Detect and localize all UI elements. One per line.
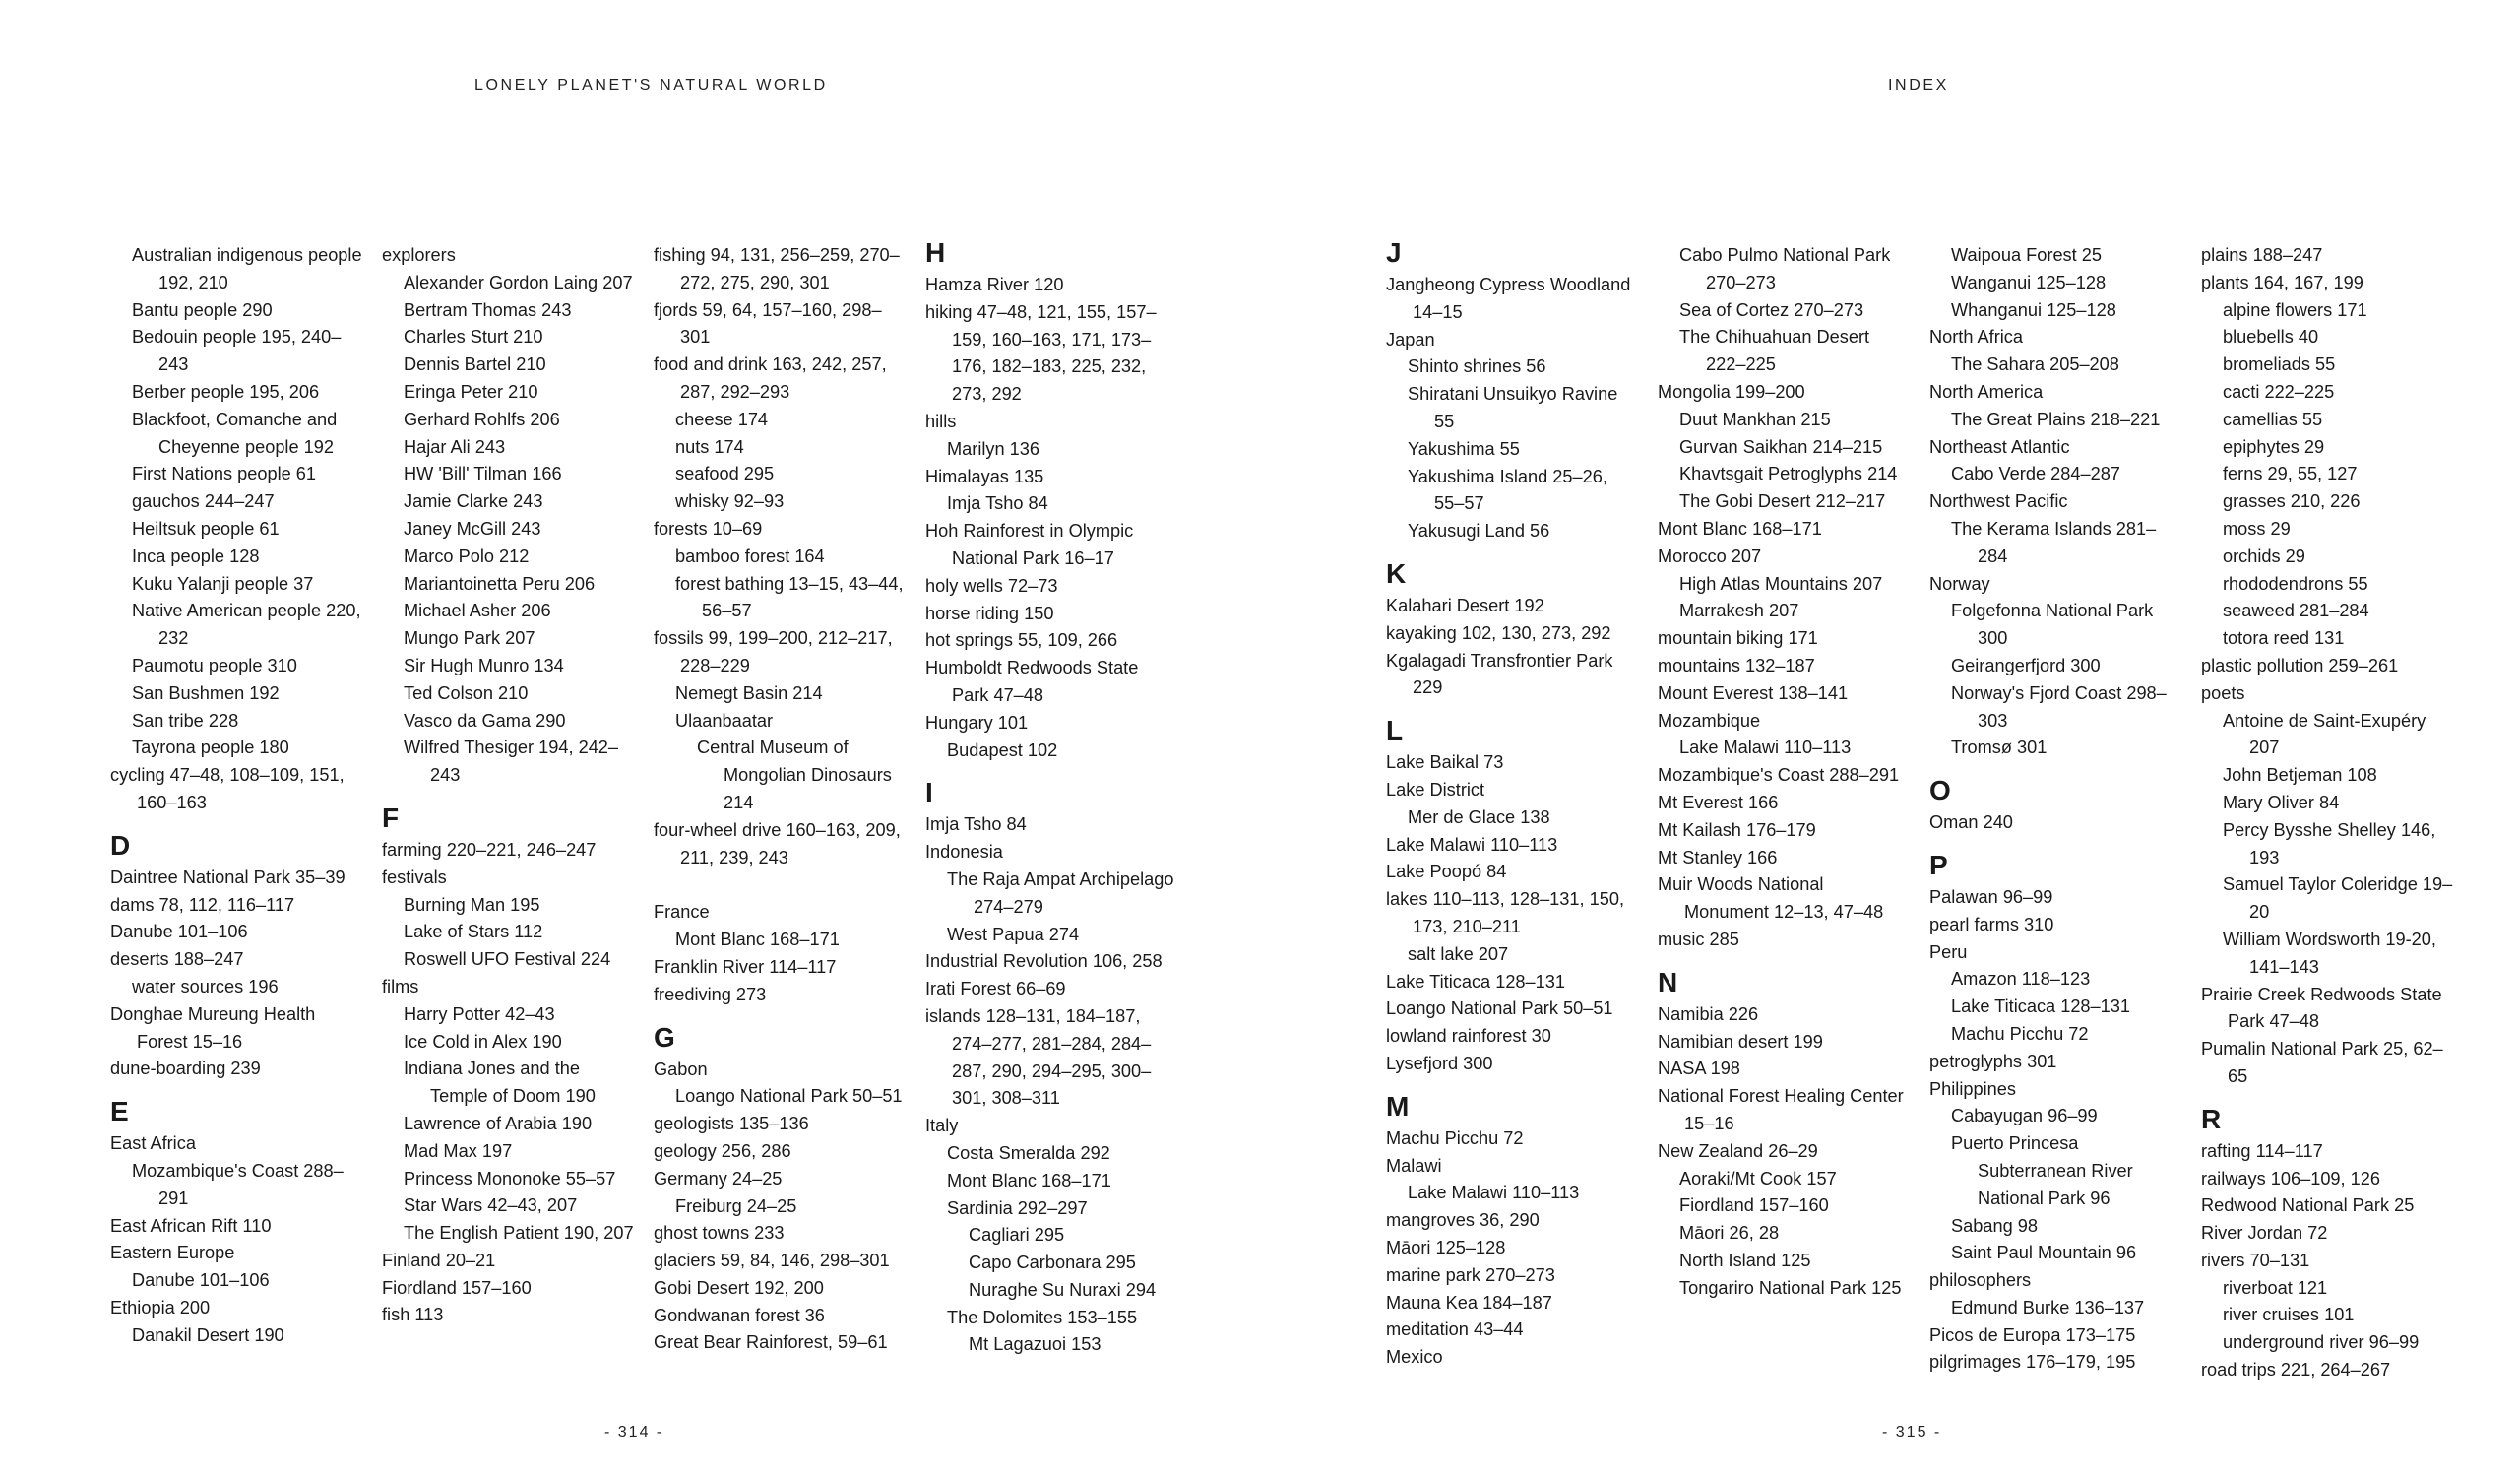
index-entry: Northwest Pacific (1929, 491, 2068, 512)
index-entry: Tayrona people 180 (132, 738, 289, 758)
index-entry: lowland rainforest 30 (1386, 1026, 1551, 1047)
running-head-left: LONELY PLANET'S NATURAL WORLD (474, 77, 828, 94)
index-entry: rivers 70–131 (2201, 1250, 2310, 1270)
index-entry: salt lake 207 (1408, 943, 1509, 964)
index-entry: Mozambique (1658, 710, 1761, 731)
index-entry: Nemegt Basin 214 (675, 682, 823, 703)
index-entry: Great Bear Rainforest, 59–61 (654, 1332, 888, 1353)
index-entry: ghost towns 233 (654, 1223, 785, 1244)
section-letter: N (1658, 966, 1678, 997)
index-entry: Lake of Stars 112 (404, 922, 543, 942)
index-entry: Cagliari 295 (969, 1225, 1065, 1246)
index-entry: Alexander Gordon Laing 207 (404, 272, 633, 292)
index-entry: gauchos 244–247 (132, 491, 275, 512)
index-entry: dams 78, 112, 116–117 (110, 894, 295, 915)
index-entry: four-wheel drive 160–163, 209, 211, 239, 243 (654, 819, 901, 868)
index-entry: geology 256, 286 (654, 1140, 791, 1161)
index-entry: Germany 24–25 (654, 1168, 783, 1189)
index-entry: Michael Asher 206 (404, 601, 551, 621)
index-entry: Tromsø 301 (1951, 738, 2048, 758)
index-entry: Geirangerfjord 300 (1951, 655, 2101, 675)
index-entry: underground river 96–99 (2223, 1332, 2420, 1353)
index-entry: Heiltsuk people 61 (132, 518, 280, 539)
index-entry: holy wells 72–73 (925, 575, 1058, 596)
index-column-8 (2201, 242, 2455, 1384)
index-entry: Mt Lagazuoi 153 (969, 1334, 1102, 1355)
index-entry: Namibia 226 (1658, 1003, 1759, 1024)
index-entry: nuts 174 (675, 436, 744, 457)
index-entry: Redwood National Park 25 (2201, 1195, 2415, 1216)
index-entry: Waipoua Forest 25 (1951, 245, 2102, 265)
index-entry: films (382, 976, 419, 997)
index-entry: riverboat 121 (2223, 1277, 2328, 1298)
index-entry: Eastern Europe (110, 1243, 235, 1263)
index-entry: plants 164, 167, 199 (2201, 272, 2363, 292)
index-entry: Gurvan Saikhan 214–215 (1679, 436, 1883, 457)
index-entry: Budapest 102 (947, 740, 1058, 760)
index-entry: mountain biking 171 (1658, 628, 1818, 649)
index-entry: The Dolomites 153–155 (947, 1307, 1138, 1327)
index-entry: Eringa Peter 210 (404, 381, 538, 402)
index-entry: Danakil Desert 190 (132, 1324, 284, 1345)
index-entry: Cabo Verde 284–287 (1951, 464, 2120, 484)
index-entry: Himalayas 135 (925, 466, 1044, 486)
index-entry: The English Patient 190, 207 (404, 1223, 634, 1244)
index-entry: Samuel Taylor Coleridge 19–20 (2223, 874, 2453, 923)
index-entry: Mount Everest 138–141 (1658, 682, 1849, 703)
index-entry: San Bushmen 192 (132, 682, 280, 703)
index-entry: Māori 26, 28 (1679, 1223, 1780, 1244)
index-entry: William Wordsworth 19-20, 141–143 (2223, 929, 2436, 977)
index-entry: Daintree National Park 35–39 (110, 867, 346, 887)
index-entry: Ulaanbaatar (675, 710, 774, 731)
index-entry: Wilfred Thesiger 194, 242–243 (404, 738, 619, 786)
index-entry: Sir Hugh Munro 134 (404, 655, 564, 675)
index-entry: seaweed 281–284 (2223, 601, 2369, 621)
index-entry: Percy Bysshe Shelley 146, 193 (2223, 819, 2436, 868)
index-entry: Kuku Yalanji people 37 (132, 573, 314, 594)
index-entry: North Island 125 (1679, 1250, 1811, 1270)
index-entry: Mad Max 197 (404, 1140, 513, 1161)
index-entry: Danube 101–106 (110, 922, 248, 942)
index-entry: Muir Woods National Monument 12–13, 47–48 (1658, 874, 1884, 923)
index-entry: John Betjeman 108 (2223, 765, 2377, 786)
index-entry: road trips 221, 264–267 (2201, 1360, 2391, 1381)
index-entry: Picos de Europa 173–175 (1929, 1324, 2136, 1345)
index-entry: Antoine de Saint-Exupéry 207 (2223, 710, 2426, 758)
section-letter: I (925, 777, 933, 808)
index-entry: Paumotu people 310 (132, 655, 297, 675)
index-column-6 (1658, 242, 1912, 1302)
index-entry: Cabo Pulmo National Park 270–273 (1679, 245, 1891, 292)
index-entry: Morocco 207 (1658, 546, 1762, 566)
index-entry: seafood 295 (675, 464, 775, 484)
index-entry: Marco Polo 212 (404, 546, 530, 566)
section-letter: R (2201, 1103, 2222, 1134)
index-entry: Mt Stanley 166 (1658, 847, 1778, 868)
index-entry: bamboo forest 164 (675, 546, 825, 566)
index-entry: Hoh Rainforest in Olympic National Park 16–17 (925, 521, 1134, 568)
index-entry: Shinto shrines 56 (1408, 356, 1546, 377)
index-entry: North Africa (1929, 327, 2024, 348)
index-entry: Janey McGill 243 (404, 518, 541, 539)
index-entry: Lake Malawi 110–113 (1679, 738, 1852, 758)
index-entry: totora reed 131 (2223, 628, 2345, 649)
index-entry: Amazon 118–123 (1951, 969, 2091, 990)
index-entry: dune-boarding 239 (110, 1059, 261, 1079)
index-entry: rafting 114–117 (2201, 1140, 2323, 1161)
section-letter: O (1929, 775, 1951, 806)
index-entry: Kalahari Desert 192 (1386, 595, 1544, 615)
index-entry: philosophers (1929, 1270, 2032, 1291)
index-entry: forests 10–69 (654, 518, 763, 539)
index-entry: Lawrence of Arabia 190 (404, 1113, 593, 1133)
index-entry: Indonesia (925, 842, 1003, 863)
index-column-5 (1386, 237, 1640, 1372)
index-entry: epiphytes 29 (2223, 436, 2325, 457)
index-entry: High Atlas Mountains 207 (1679, 573, 1883, 594)
index-entry: Lake District (1386, 779, 1485, 800)
index-entry: cacti 222–225 (2223, 381, 2335, 402)
index-entry: fish 113 (382, 1305, 444, 1325)
index-entry: alpine flowers 171 (2223, 299, 2367, 320)
index-entry: Freiburg 24–25 (675, 1195, 797, 1216)
index-entry: Mary Oliver 84 (2223, 792, 2340, 812)
index-entry: Sardinia 292–297 (947, 1197, 1088, 1218)
index-entry: France (654, 902, 710, 923)
index-entry: Japan (1386, 329, 1435, 350)
index-entry: mangroves 36, 290 (1386, 1210, 1540, 1231)
index-entry: Lake Malawi 110–113 (1408, 1183, 1580, 1203)
index-entry: petroglyphs 301 (1929, 1051, 2057, 1071)
index-entry: Whanganui 125–128 (1951, 299, 2116, 320)
index-entry: orchids 29 (2223, 546, 2305, 566)
index-entry: islands 128–131, 184–187, 274–277, 281–284, 284–287, 290, 294–295, 300–301, 308–311 (925, 1005, 1152, 1109)
index-column-1 (110, 242, 364, 1349)
index-entry: horse riding 150 (925, 603, 1054, 623)
index-entry: Blackfoot, Comanche and Cheyenne people 192 (132, 409, 338, 457)
index-entry: Charles Sturt 210 (404, 327, 543, 348)
index-entry: Mt Everest 166 (1658, 792, 1779, 812)
index-column-7 (1929, 242, 2183, 1377)
index-entry: marine park 270–273 (1386, 1264, 1555, 1285)
index-entry: First Nations people 61 (132, 464, 317, 484)
index-entry: river cruises 101 (2223, 1305, 2355, 1325)
index-entry: railways 106–109, 126 (2201, 1168, 2380, 1189)
index-entry: Yakushima 55 (1408, 438, 1520, 459)
index-entry: Aoraki/Mt Cook 157 (1679, 1168, 1837, 1189)
index-entry: Puerto Princesa Subterranean River National Park 96 (1951, 1133, 2133, 1208)
index-entry: Marrakesh 207 (1679, 601, 1799, 621)
index-entry: Industrial Revolution 106, 258 (925, 951, 1163, 972)
index-entry: Mongolia 199–200 (1658, 381, 1805, 402)
index-entry: fishing 94, 131, 256–259, 270–272, 275, 290, 301 (654, 245, 900, 292)
index-entry: deserts 188–247 (110, 949, 244, 970)
section-letter: M (1386, 1090, 1410, 1122)
index-entry: Bedouin people 195, 240–243 (132, 327, 342, 375)
index-entry: Gondwanan forest 36 (654, 1305, 825, 1325)
index-entry: Mont Blanc 168–171 (675, 930, 840, 950)
index-entry: National Forest Healing Center 15–16 (1658, 1086, 1904, 1133)
index-entry: Mozambique's Coast 288–291 (132, 1160, 344, 1208)
index-entry: Lake Titicaca 128–131 (1386, 971, 1566, 992)
index-entry: kayaking 102, 130, 273, 292 (1386, 622, 1611, 643)
index-entry: Jangheong Cypress Woodland 14–15 (1386, 275, 1631, 322)
index-entry: Capo Carbonara 295 (969, 1253, 1136, 1273)
index-entry: Yakushima Island 25–26, 55–57 (1408, 466, 1607, 514)
index-column-4 (925, 237, 1179, 1359)
index-entry: Hajar Ali 243 (404, 436, 506, 457)
index-entry: East African Rift 110 (110, 1215, 272, 1236)
index-entry: farming 220–221, 246–247 (382, 839, 597, 860)
section-letter: J (1386, 237, 1402, 268)
index-entry: Vasco da Gama 290 (404, 710, 566, 731)
index-entry: New Zealand 26–29 (1658, 1140, 1818, 1161)
index-entry: West Papua 274 (947, 924, 1080, 944)
index-entry: Fiordland 157–160 (382, 1277, 532, 1298)
index-entry: poets (2201, 682, 2245, 703)
index-entry: Sabang 98 (1951, 1215, 2038, 1236)
index-entry: Mt Kailash 176–179 (1658, 819, 1816, 840)
index-entry: hills (925, 411, 957, 431)
index-entry: Mungo Park 207 (404, 628, 536, 649)
index-entry: Fiordland 157–160 (1679, 1195, 1829, 1216)
section-letter: D (110, 829, 131, 861)
index-entry: Shiratani Unsuikyo Ravine 55 (1408, 384, 1618, 431)
index-entry: The Gobi Desert 212–217 (1679, 491, 1886, 512)
index-entry: Norway's Fjord Coast 298–303 (1951, 682, 2167, 731)
index-entry: Malawi (1386, 1155, 1442, 1176)
index-entry: The Great Plains 218–221 (1951, 409, 2161, 429)
index-entry: Saint Paul Mountain 96 (1951, 1243, 2137, 1263)
spacer (654, 871, 908, 899)
index-entry: whisky 92–93 (675, 491, 785, 512)
index-entry: NASA 198 (1658, 1059, 1740, 1079)
section-letter: F (382, 802, 400, 833)
index-entry: Jamie Clarke 243 (404, 491, 543, 512)
index-entry: Mexico (1386, 1347, 1443, 1368)
index-entry: Finland 20–21 (382, 1250, 496, 1270)
index-entry: Gobi Desert 192, 200 (654, 1277, 824, 1298)
index-entry: Donghae Mureung Health Forest 15–16 (110, 1003, 316, 1052)
index-entry: Peru (1929, 941, 1968, 962)
index-entry: Lake Baikal 73 (1386, 752, 1504, 773)
index-entry: Dennis Bartel 210 (404, 354, 546, 375)
index-entry: pearl farms 310 (1929, 914, 2054, 934)
index-entry: Bertram Thomas 243 (404, 299, 572, 320)
index-entry: Mozambique's Coast 288–291 (1658, 765, 1900, 786)
index-entry: Native American people 220, 232 (132, 601, 361, 649)
index-entry: Italy (925, 1116, 959, 1136)
index-entry: Roswell UFO Festival 224 (404, 949, 611, 970)
index-entry: Inca people 128 (132, 546, 260, 566)
index-entry: Mariantoinetta Peru 206 (404, 573, 596, 594)
index-entry: Star Wars 42–43, 207 (404, 1195, 578, 1216)
index-entry: moss 29 (2223, 518, 2291, 539)
index-entry: water sources 196 (132, 976, 279, 997)
index-entry: rhododendrons 55 (2223, 573, 2368, 594)
index-entry: Lake Malawi 110–113 (1386, 834, 1558, 855)
index-entry: Imja Tsho 84 (925, 814, 1027, 835)
index-entry: Costa Smeralda 292 (947, 1142, 1110, 1163)
index-entry: Irati Forest 66–69 (925, 979, 1066, 999)
index-column-2 (382, 242, 636, 1329)
index-entry: cycling 47–48, 108–109, 151, 160–163 (110, 765, 345, 812)
section-letter: K (1386, 557, 1407, 589)
index-entry: The Chihuahuan Desert 222–225 (1679, 327, 1870, 375)
index-entry: ferns 29, 55, 127 (2223, 464, 2358, 484)
index-entry: Mauna Kea 184–187 (1386, 1292, 1552, 1313)
index-entry: Lake Poopó 84 (1386, 862, 1507, 882)
index-entry: bromeliads 55 (2223, 354, 2336, 375)
index-entry: Namibian desert 199 (1658, 1031, 1823, 1052)
section-letter: L (1386, 715, 1404, 746)
index-entry: Danube 101–106 (132, 1270, 270, 1291)
index-entry: Pumalin National Park 25, 62–65 (2201, 1039, 2443, 1086)
index-entry: Berber people 195, 206 (132, 381, 320, 402)
index-entry: geologists 135–136 (654, 1114, 809, 1134)
index-entry: The Raja Ampat Archipelago 274–279 (947, 868, 1174, 917)
index-entry: The Kerama Islands 281–284 (1951, 518, 2157, 566)
index-entry: Duut Mankhan 215 (1679, 409, 1831, 429)
index-entry: Nuraghe Su Nuraxi 294 (969, 1279, 1157, 1300)
index-entry: San tribe 228 (132, 710, 239, 731)
index-entry: River Jordan 72 (2201, 1223, 2328, 1244)
index-entry: Bantu people 290 (132, 299, 273, 320)
index-entry: Māori 125–128 (1386, 1237, 1506, 1257)
index-entry: Northeast Atlantic (1929, 436, 2070, 457)
section-letter: G (654, 1021, 675, 1053)
index-entry: Kgalagadi Transfrontier Park 229 (1386, 650, 1613, 698)
index-entry: Mont Blanc 168–171 (1658, 518, 1822, 539)
index-entry: plains 188–247 (2201, 245, 2323, 265)
index-entry: grasses 210, 226 (2223, 491, 2361, 512)
index-entry: Loango National Park 50–51 (1386, 998, 1613, 1019)
index-entry: Prairie Creek Redwoods State Park 47–48 (2201, 984, 2442, 1032)
index-entry: Folgefonna National Park 300 (1951, 601, 2154, 649)
index-entry: Indiana Jones and the Temple of Doom 190 (404, 1059, 596, 1107)
index-entry: cheese 174 (675, 409, 769, 429)
index-entry: Palawan 96–99 (1929, 886, 2053, 907)
index-entry: Loango National Park 50–51 (675, 1086, 903, 1107)
index-entry: Wanganui 125–128 (1951, 272, 2107, 292)
index-entry: Gerhard Rohlfs 206 (404, 409, 560, 429)
index-entry: bluebells 40 (2223, 327, 2319, 348)
index-entry: Gabon (654, 1059, 708, 1079)
index-entry: Burning Man 195 (404, 894, 540, 915)
index-entry: Yakusugi Land 56 (1408, 521, 1550, 542)
index-entry: North America (1929, 381, 2044, 402)
index-entry: Mer de Glace 138 (1408, 806, 1550, 827)
section-letter: P (1929, 849, 1948, 880)
index-entry: Ice Cold in Alex 190 (404, 1031, 562, 1052)
index-entry: fossils 99, 199–200, 212–217, 228–229 (654, 628, 893, 675)
index-entry: East Africa (110, 1133, 196, 1154)
index-entry: Lake Titicaca 128–131 (1951, 997, 2131, 1017)
page-number-left: - 314 - (604, 1424, 664, 1441)
page-number-right: - 315 - (1882, 1424, 1942, 1441)
index-entry: Marilyn 136 (947, 438, 1040, 459)
index-entry: hiking 47–48, 121, 155, 157–159, 160–163, 171, 173–176, 182–183, 225, 232, 273, 292 (925, 301, 1157, 405)
index-entry: Cabayugan 96–99 (1951, 1106, 2098, 1126)
index-entry: mountains 132–187 (1658, 655, 1815, 675)
index-entry: freediving 273 (654, 984, 767, 1004)
index-entry: Hungary 101 (925, 712, 1029, 733)
index-entry: hot springs 55, 109, 266 (925, 630, 1118, 651)
index-entry: The Sahara 205–208 (1951, 354, 2119, 375)
index-entry: Norway (1929, 573, 1990, 594)
index-entry: Central Museum of Mongolian Dinosaurs 214 (697, 738, 892, 812)
index-entry: food and drink 163, 242, 257, 287, 292–293 (654, 354, 887, 402)
section-letter: E (110, 1096, 129, 1127)
index-entry: Humboldt Redwoods State Park 47–48 (925, 658, 1139, 705)
index-entry: Tongariro National Park 125 (1679, 1277, 1902, 1298)
index-entry: Khavtsgait Petroglyphs 214 (1679, 464, 1898, 484)
index-entry: Oman 240 (1929, 812, 2013, 833)
index-entry: Hamza River 120 (925, 275, 1064, 294)
index-entry: lakes 110–113, 128–131, 150, 173, 210–211 (1386, 889, 1625, 936)
index-entry: explorers (382, 245, 456, 265)
index-entry: pilgrimages 176–179, 195 (1929, 1352, 2136, 1373)
index-entry: festivals (382, 867, 447, 887)
index-entry: Sea of Cortez 270–273 (1679, 299, 1864, 320)
index-entry: Imja Tsho 84 (947, 493, 1048, 514)
index-entry: Franklin River 114–117 (654, 956, 837, 977)
index-entry: music 285 (1658, 929, 1739, 949)
index-entry: meditation 43–44 (1386, 1319, 1524, 1340)
index-entry: Ted Colson 210 (404, 682, 529, 703)
section-letter: H (925, 237, 946, 268)
index-entry: Machu Picchu 72 (1951, 1023, 2089, 1044)
index-entry: Edmund Burke 136–137 (1951, 1297, 2145, 1318)
running-head-right: INDEX (1888, 77, 1949, 94)
index-entry: fjords 59, 64, 157–160, 298–301 (654, 299, 882, 348)
index-entry: forest bathing 13–15, 43–44, 56–57 (675, 573, 904, 621)
index-entry: Ethiopia 200 (110, 1297, 211, 1318)
index-entry: glaciers 59, 84, 146, 298–301 (654, 1251, 890, 1271)
index-entry: Mont Blanc 168–171 (947, 1170, 1111, 1190)
index-entry: plastic pollution 259–261 (2201, 655, 2399, 675)
index-entry: Philippines (1929, 1078, 2016, 1099)
index-entry: Princess Mononoke 55–57 (404, 1168, 616, 1189)
index-entry: Lysefjord 300 (1386, 1053, 1493, 1073)
index-entry: Harry Potter 42–43 (404, 1003, 555, 1024)
index-entry: HW 'Bill' Tilman 166 (404, 464, 562, 484)
index-column-3 (654, 242, 908, 1357)
index-entry: camellias 55 (2223, 409, 2323, 429)
index-entry: Australian indigenous people 192, 210 (132, 245, 362, 292)
index-entry: Machu Picchu 72 (1386, 1127, 1524, 1148)
